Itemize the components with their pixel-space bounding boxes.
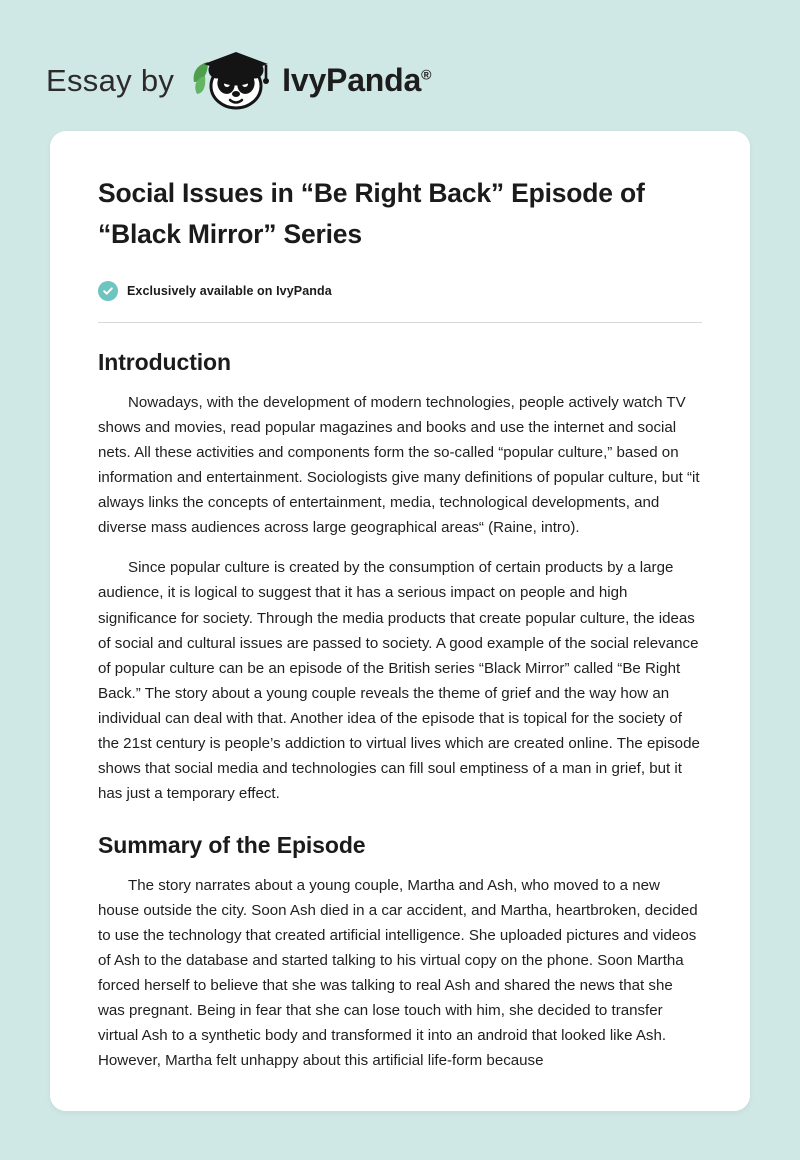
exclusive-badge-label: Exclusively available on IvyPanda [127, 284, 332, 299]
section-heading-introduction: Introduction [98, 349, 231, 376]
brand-trademark: ® [421, 66, 432, 83]
essay-by-label: Essay by [46, 62, 175, 98]
exclusive-badge [98, 281, 702, 301]
section-heading-summary: Summary of the Episode [98, 831, 366, 858]
document-card [50, 131, 750, 1111]
page-title: Social Issues in “Be Right Back” Episode of “Black Mirror” Series [98, 178, 645, 250]
panda-graduate-logo-icon [188, 48, 280, 114]
content-fade [50, 1085, 750, 1111]
check-circle-icon [98, 281, 118, 301]
title-divider [98, 322, 702, 323]
paragraph: Since popular culture is created by the consumption of certain products by a large audience, it is logical to suggest that it has a serious impact on people and high significance for society. Through the media products that create popular culture, the ideas of social and cultural issues are passed to society. A good example of the social relevance of popular culture can be an episode of the British series “Black Mirror” called “Be Right Back.” The story about a young couple reveals the theme of grief and the way how an individual can deal with that. Another idea of the episode that is topical for the society of the 21st century is people’s addiction to virtual lives which are created online. The episode shows that social media and technologies can fill soul emptiness of a man in grief, but it has just a temporary effect. [98, 559, 700, 802]
brand-name [282, 62, 431, 99]
paragraph: Nowadays, with the development of modern technologies, people actively watch TV shows and movies, read popular magazines and books and use the internet and social nets. All these activities and components form the so-called “popular culture,” based on information and entertainment. Sociologists give many definitions of popular culture, but “it always links the concepts of entertainment, media, technological developments, and diverse mass audiences across large geographical areas“ (Raine, intro). [98, 394, 700, 537]
brand-name-text: IvyPanda [282, 62, 422, 98]
page-header [0, 0, 800, 125]
paragraph: The story narrates about a young couple, Martha and Ash, who moved to a new house outside the city. Soon Ash died in a car accident, and Martha, heartbroken, decided to use the technology that created artificial intelligence. She uploaded pictures and videos of Ash to the database and started talking to his virtual copy on the phone. Soon Martha forced herself to believe that she was talking to real Ash and shared the news that she was pregnant. Being in fear that she can lose touch with him, she decided to transfer virtual Ash to a synthetic body and transformed it into an android that looked like Ash. However, Martha felt unhappy about this artificial life-form because [98, 876, 698, 1070]
brand-lockup[interactable] [188, 48, 431, 114]
